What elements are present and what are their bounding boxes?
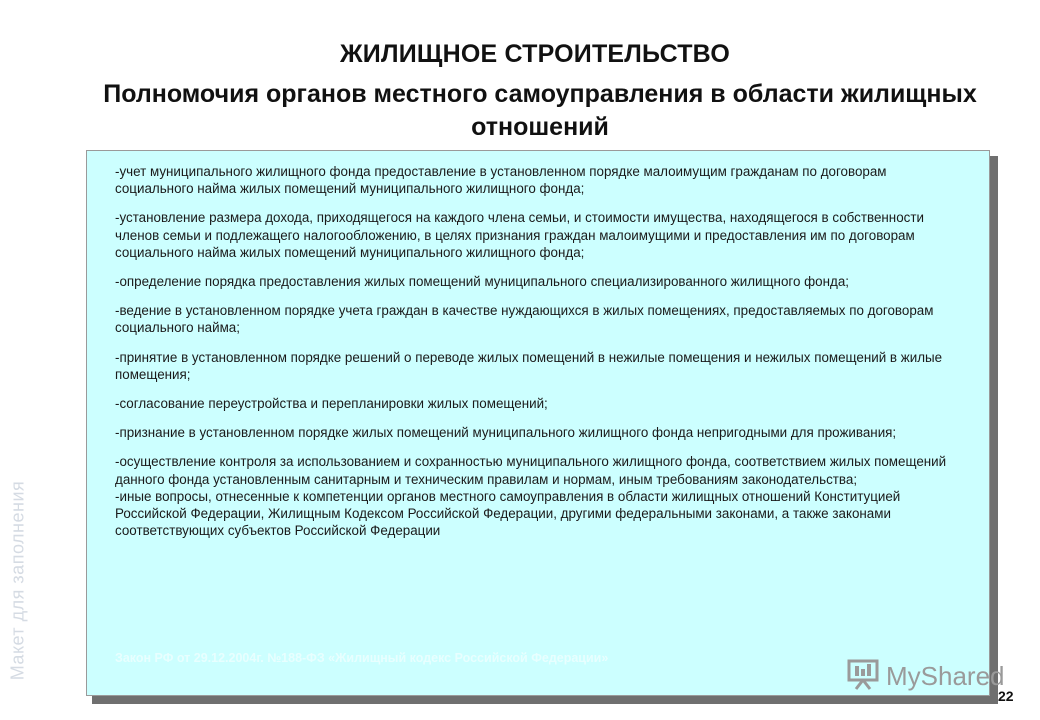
list-item: -учет муниципального жилищного фонда предоставление в установленном порядке малоимущим гражданам по договорам социального найма жилых помещений муниципального жилищного фонда; — [115, 164, 887, 197]
content-box — [86, 150, 990, 696]
page-number: 22 — [998, 688, 1014, 704]
presentation-board-icon — [846, 658, 880, 695]
logo-text: MyShared — [886, 660, 1005, 691]
list-item: -осуществление контроля за использованием и сохранностью муниципального жилищного фонда, соответствием жилых помещений данного фонда установленным санитарным и техническим правилам и нормам, иным требованиям законодательства; — [115, 454, 947, 487]
page-subtitle: Полномочия органов местного самоуправления в области жилищных отношений — [103, 80, 977, 141]
law-reference: Закон РФ от 29.12.2004г. №188-ФЗ «Жилищный кодекс Российской Федерации» — [115, 651, 609, 665]
list-item: -признание в установленном порядке жилых помещений муниципального жилищного фонда непригодными для проживания; — [115, 425, 897, 441]
list-item: -согласование переустройства и перепланировки жилых помещений; — [115, 396, 548, 412]
list-item: -установление размера дохода, приходящегося на каждого члена семьи, и стоимости имущества, находящегося в собственности членов семьи и подлежащего налогообложению, в целях признания граждан малоимущими и предоставления им по договорам социального найма жилых помещений муниципального жилищного фонда; — [115, 210, 924, 260]
watermark-text: Макет для заполнения — [7, 480, 28, 680]
list-item: -определение порядка предоставления жилых помещений муниципального специализированного жилищного фонда; — [115, 274, 849, 290]
list-item: -ведение в установленном порядке учета граждан в качестве нуждающихся в жилых помещениях, предоставляемых по договорам социального найма; — [115, 303, 934, 336]
list-item: -принятие в установленном порядке решений о переводе жилых помещений в нежилые помещения и нежилых помещений в жилые помещения; — [115, 349, 943, 382]
page-title: ЖИЛИЩНОЕ СТРОИТЕЛЬСТВО — [340, 40, 730, 68]
list-item: -иные вопросы, отнесенные к компетенции органов местного самоуправления в области жилищных отношений Конституцией Российской Федерации, Жилищным Кодексом Российской Федерации, другими федеральными законами, а также законами соответствующих субъектов Российской Федерации — [115, 488, 901, 539]
myshared-logo[interactable] — [846, 658, 1005, 694]
powers-list — [115, 163, 960, 551]
sidebar-watermark — [0, 440, 36, 720]
